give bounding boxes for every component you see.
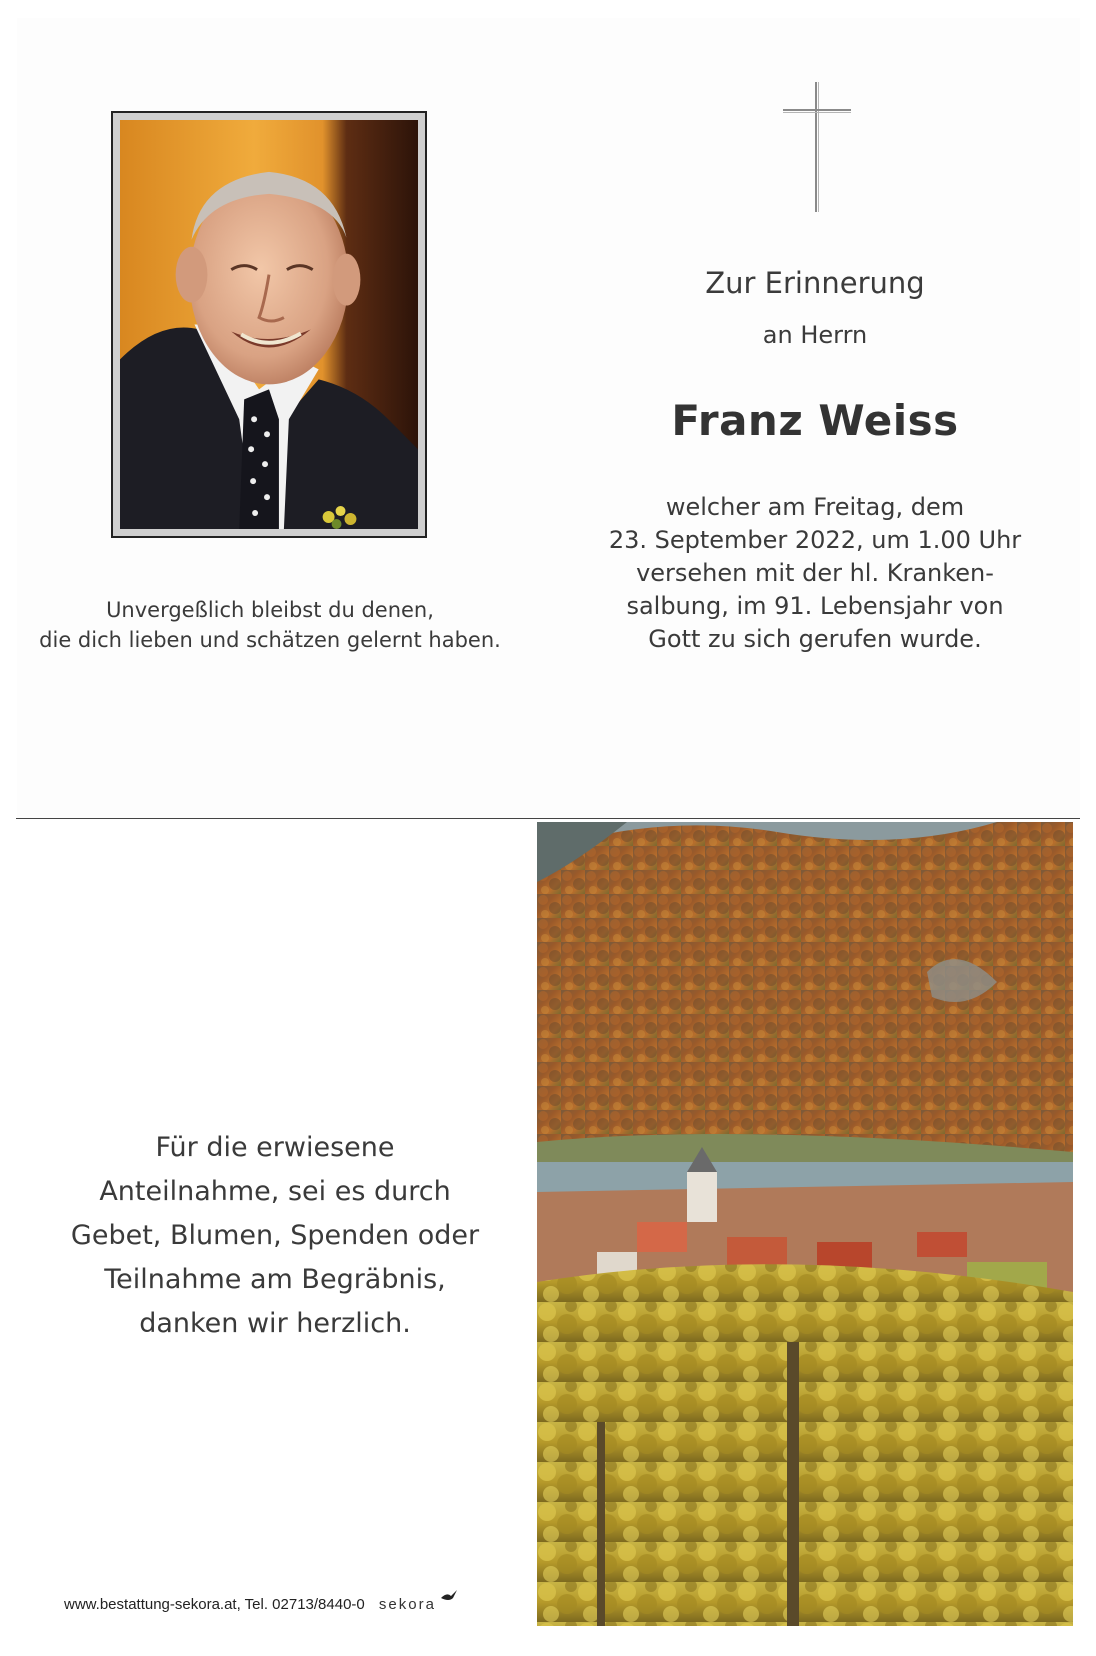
portrait-photo (120, 120, 418, 529)
motto-line: Unvergeßlich bleibst du denen, (106, 598, 434, 622)
funeral-home-logo: sekora (378, 1596, 436, 1613)
vineyard-landscape-photo (537, 822, 1073, 1626)
funeral-home-footer (64, 1596, 504, 1613)
death-line: welcher am Freitag, dem (665, 493, 965, 521)
cross-icon (783, 82, 851, 212)
funeral-home-contact: www.bestattung-sekora.at, Tel. 02713/8440-0 (64, 1596, 365, 1613)
thanks-line: Anteilnahme, sei es durch (99, 1176, 451, 1207)
death-announcement (590, 491, 1040, 656)
death-line: 23. September 2022, um 1.00 Uhr (608, 526, 1022, 554)
deceased-name: Franz Weiss (671, 396, 959, 445)
death-line: salbung, im 91. Lebensjahr von (626, 592, 1004, 620)
thanks-line: Für die erwiesene (155, 1132, 395, 1163)
thanks-line: Gebet, Blumen, Spenden oder (70, 1220, 480, 1251)
death-line: versehen mit der hl. Kranken- (636, 559, 994, 587)
memorial-heading: Zur Erinnerung (705, 266, 925, 300)
thanks-message (60, 1126, 490, 1346)
death-line: Gott zu sich gerufen wurde. (648, 625, 982, 653)
thanks-line: danken wir herzlich. (139, 1308, 411, 1339)
thanks-line: Teilnahme am Begräbnis, (104, 1264, 446, 1295)
portrait-frame (111, 111, 427, 538)
memorial-subheading: an Herrn (762, 321, 868, 349)
memorial-motto (30, 595, 510, 655)
bird-icon (441, 1590, 457, 1602)
motto-line: die dich lieben und schätzen gelernt haben. (39, 628, 501, 652)
fold-divider (16, 818, 1080, 819)
